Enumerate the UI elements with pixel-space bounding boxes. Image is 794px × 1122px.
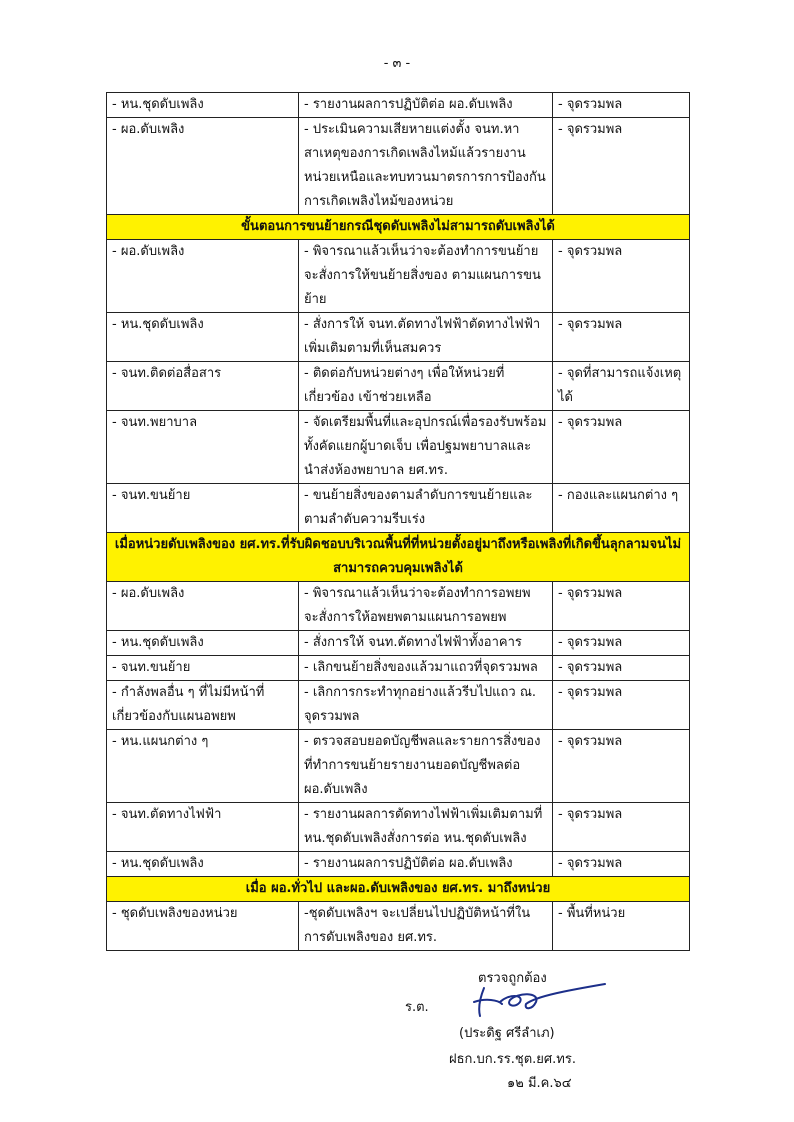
- responsible-cell: - จนท.ติดต่อสื่อสาร: [107, 362, 299, 411]
- certify-text: ตรวจถูกต้อง: [478, 971, 547, 986]
- action-cell: - เลิกการกระทำทุกอย่างแล้วรีบไปแถว ณ. จุดรวมพล: [299, 681, 553, 730]
- signature-date: ๑๒ มี.ค.๖๔: [507, 1076, 572, 1091]
- responsible-cell: - ผอ.ดับเพลิง: [107, 240, 299, 313]
- action-cell: - สั่งการให้ จนท.ตัดทางไฟฟ้าตัดทางไฟฟ้าเพิ่มเติมตามที่เห็นสมควร: [299, 313, 553, 362]
- location-cell: - จุดรวมพล: [553, 631, 690, 656]
- responsible-cell: - ชุดดับเพลิงของหน่วย: [107, 902, 299, 951]
- procedure-table-body: [107, 93, 690, 951]
- table-row: [107, 118, 690, 215]
- responsible-cell: - หน.ชุดดับเพลิง: [107, 631, 299, 656]
- signer-rank: ร.ต.: [405, 1000, 429, 1015]
- location-cell: - พื้นที่หน่วย: [553, 902, 690, 951]
- responsible-cell: - หน.ชุดดับเพลิง: [107, 93, 299, 118]
- responsible-cell: - จนท.ตัดทางไฟฟ้า: [107, 803, 299, 852]
- responsible-cell: - จนท.ขนย้าย: [107, 656, 299, 681]
- location-cell: - กองและแผนกต่าง ๆ: [553, 484, 690, 533]
- table-row: [107, 852, 690, 877]
- signer-name: (ประดิฐ ศรีลำเภ): [459, 1026, 555, 1041]
- action-cell: - พิจารณาแล้วเห็นว่าจะต้องทำการอพยพ จะสั่งการให้อพยพตามแผนการอพยพ: [299, 582, 553, 631]
- location-cell: - จุดรวมพล: [553, 313, 690, 362]
- table-row: [107, 240, 690, 313]
- location-cell: - จุดรวมพล: [553, 803, 690, 852]
- action-cell: - ขนย้ายสิ่งของตามลำดับการขนย้ายและตามลำดับความรีบเร่ง: [299, 484, 553, 533]
- location-cell: - จุดรวมพล: [553, 730, 690, 803]
- table-row: [107, 730, 690, 803]
- location-cell: - จุดรวมพล: [553, 681, 690, 730]
- section-heading: ขั้นตอนการขนย้ายกรณีชุดดับเพลิงไม่สามารถดับเพลิงได้: [107, 215, 690, 240]
- action-cell: - รายงานผลการตัดทางไฟฟ้าเพิ่มเติมตามที่ หน.ชุดดับเพลิงสั่งการต่อ หน.ชุดดับเพลิง: [299, 803, 553, 852]
- responsible-cell: - หน.ชุดดับเพลิง: [107, 313, 299, 362]
- action-cell: - สั่งการให้ จนท.ตัดทางไฟฟ้าทั้งอาคาร: [299, 631, 553, 656]
- section-heading: เมื่อหน่วยดับเพลิงของ ยศ.ทร.ที่รับผิดชอบบริเวณพื้นที่ที่หน่วยตั้งอยู่มาถึงหรือเพลิงที่เกิดขึ้นลุกลามจนไม่สามารถควบคุมเพลิงได้: [107, 533, 690, 582]
- table-row: [107, 362, 690, 411]
- page-number: - ๓ -: [383, 56, 411, 71]
- table-row: [107, 582, 690, 631]
- location-cell: - จุดรวมพล: [553, 852, 690, 877]
- handwritten-signature: [440, 980, 610, 1022]
- procedure-table: [106, 92, 690, 951]
- action-cell: -ชุดดับเพลิงฯ จะเปลี่ยนไปปฏิบัติหน้าที่ในการดับเพลิงของ ยศ.ทร.: [299, 902, 553, 951]
- signer-position: ฝธก.บก.รร.ชุต.ยศ.ทร.: [449, 1052, 576, 1067]
- action-cell: - ตรวจสอบยอดบัญชีพลและรายการสิ่งของที่ทำการขนย้ายรายงานยอดบัญชีพลต่อ ผอ.ดับเพลิง: [299, 730, 553, 803]
- table-row: [107, 681, 690, 730]
- table-row: [107, 803, 690, 852]
- table-row: [107, 411, 690, 484]
- section-header-row: [107, 877, 690, 902]
- responsible-cell: - จนท.ขนย้าย: [107, 484, 299, 533]
- table-row: [107, 631, 690, 656]
- location-cell: - จุดรวมพล: [553, 240, 690, 313]
- location-cell: - จุดรวมพล: [553, 582, 690, 631]
- section-header-row: [107, 215, 690, 240]
- action-cell: - รายงานผลการปฏิบัติต่อ ผอ.ดับเพลิง: [299, 93, 553, 118]
- responsible-cell: - หน.ชุดดับเพลิง: [107, 852, 299, 877]
- table-row: [107, 93, 690, 118]
- action-cell: - ประเมินความเสียหายแต่งตั้ง จนท.หาสาเหตุของการเกิดเพลิงไหม้แล้วรายงานหน่วยเหนือและทบทวนมาตรการการป้องกันการเกิดเพลิงไหม้ของหน่วย: [299, 118, 553, 215]
- table-row: [107, 313, 690, 362]
- table-row: [107, 656, 690, 681]
- section-heading: เมื่อ ผอ.ทั่วไป และผอ.ดับเพลิงของ ยศ.ทร. มาถึงหน่วย: [107, 877, 690, 902]
- action-cell: - เลิกขนย้ายสิ่งของแล้วมาแถวที่จุดรวมพล: [299, 656, 553, 681]
- action-cell: - รายงานผลการปฏิบัติต่อ ผอ.ดับเพลิง: [299, 852, 553, 877]
- location-cell: - จุดที่สามารถแจ้งเหตุได้: [553, 362, 690, 411]
- section-header-row: [107, 533, 690, 582]
- responsible-cell: - ผอ.ดับเพลิง: [107, 118, 299, 215]
- responsible-cell: - ผอ.ดับเพลิง: [107, 582, 299, 631]
- action-cell: - ติดต่อกับหน่วยต่างๆ เพื่อให้หน่วยที่เกี่ยวข้อง เข้าช่วยเหลือ: [299, 362, 553, 411]
- location-cell: - จุดรวมพล: [553, 93, 690, 118]
- responsible-cell: - กำลังพลอื่น ๆ ที่ไม่มีหน้าที่เกี่ยวข้องกับแผนอพยพ: [107, 681, 299, 730]
- table-row: [107, 484, 690, 533]
- location-cell: - จุดรวมพล: [553, 411, 690, 484]
- responsible-cell: - จนท.พยาบาล: [107, 411, 299, 484]
- location-cell: - จุดรวมพล: [553, 656, 690, 681]
- responsible-cell: - หน.แผนกต่าง ๆ: [107, 730, 299, 803]
- action-cell: - พิจารณาแล้วเห็นว่าจะต้องทำการขนย้าย จะสั่งการให้ขนย้ายสิ่งของ ตามแผนการขนย้าย: [299, 240, 553, 313]
- table-row: [107, 902, 690, 951]
- action-cell: - จัดเตรียมพื้นที่และอุปกรณ์เพื่อรองรับพร้อมทั้งคัดแยกผู้บาดเจ็บ เพื่อปฐมพยาบาลและนำส่งห้องพยาบาล ยศ.ทร.: [299, 411, 553, 484]
- location-cell: - จุดรวมพล: [553, 118, 690, 215]
